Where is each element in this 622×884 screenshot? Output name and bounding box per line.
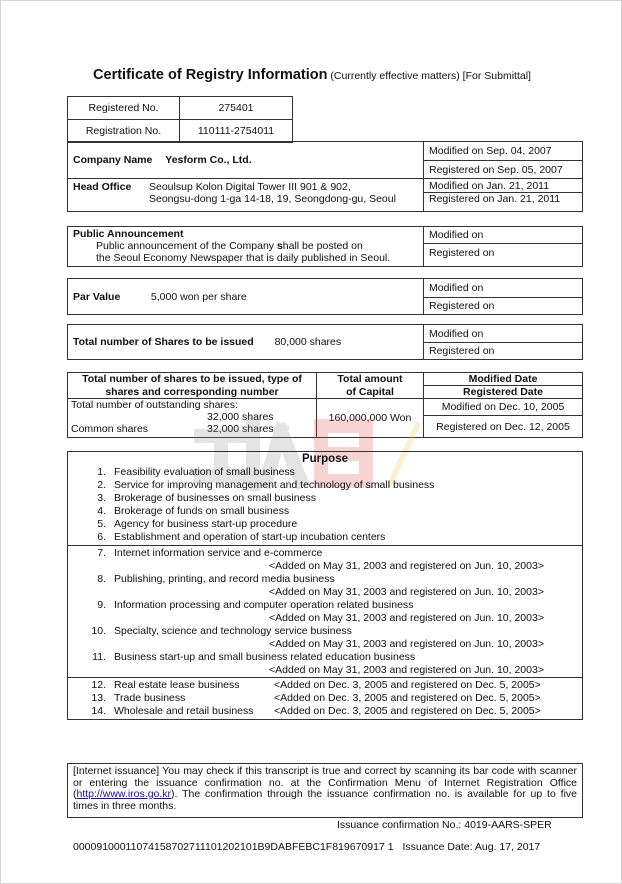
- notice-text-b: ). The confirmation through the issuance confirmation no. is available for up to five times in three months.: [73, 788, 577, 812]
- item-number: 8.: [97, 573, 106, 585]
- item-number: 9.: [97, 599, 106, 611]
- item-text: Real estate lease business: [114, 679, 240, 691]
- registered-date-header: Registered Date: [424, 386, 583, 399]
- total-shares-label: Total number of Shares to be issued: [73, 336, 254, 348]
- company-name-value: Yesform Co., Ltd.: [165, 154, 252, 166]
- item-text: Brokerage of businesses on small business: [114, 492, 316, 504]
- head-office-line1: Seoulsup Kolon Digital Tower III 901 & 902,: [149, 181, 351, 193]
- outstanding-value: 32,000 shares: [207, 411, 274, 423]
- item-added: <Added on Dec. 3, 2005 and registered on Dec. 5, 2005>: [274, 679, 541, 691]
- purpose-item: [68, 705, 582, 718]
- total-shares-value: 80,000 shares: [274, 336, 342, 348]
- par-value-cell: [68, 279, 424, 315]
- registered-no-value: 275401: [180, 97, 293, 120]
- par-value-label: Par Value: [73, 290, 121, 303]
- purpose-item: [68, 531, 582, 544]
- item-text: Specialty, science and technology service business: [114, 625, 352, 637]
- purpose-item-added: <Added on May 31, 2003 and registered on Jun. 10, 2003>: [269, 638, 544, 650]
- title-subtitle: (Currently effective matters) [For Submittal]: [330, 70, 531, 82]
- item-text: Feasibility evaluation of small business: [114, 466, 295, 478]
- item-number: 2.: [97, 479, 106, 491]
- item-number: 10.: [91, 625, 106, 637]
- registration-no-value: 110111-2754011: [180, 120, 293, 143]
- par-value-table: [67, 278, 583, 315]
- capital-col2-header: Total amount of Capital: [317, 373, 424, 399]
- announcement-modified: Modified on: [424, 227, 583, 244]
- item-text: Wholesale and retail business: [114, 705, 254, 717]
- purpose-item-added: <Added on May 31, 2003 and registered on Jun. 10, 2003>: [269, 560, 544, 572]
- footer: [73, 841, 540, 853]
- registration-no-label: Registration No.: [68, 120, 180, 143]
- internet-issuance-notice: [67, 763, 583, 818]
- purpose-section-1: [68, 452, 582, 546]
- head-office-registered: Registered on Jan. 21, 2011: [424, 193, 583, 212]
- item-number: 6.: [97, 531, 106, 543]
- capital-amount: 160,000,000 Won: [317, 399, 424, 438]
- registered-no-label: Registered No.: [68, 97, 180, 120]
- public-announcement-table: [67, 226, 583, 267]
- item-number: 4.: [97, 505, 106, 517]
- capital-modified: Modified on Dec. 10, 2005: [424, 399, 583, 416]
- common-shares-label: Common shares: [71, 423, 149, 435]
- purpose-item: [68, 651, 582, 664]
- issuance-confirmation-number: Issuance confirmation No.: 4019-AARS-SPER: [337, 819, 552, 831]
- item-text: Business start-up and small business related education business: [114, 651, 416, 663]
- item-number: 3.: [97, 492, 106, 504]
- item-number: 13.: [91, 692, 106, 704]
- purpose-item: [68, 547, 582, 560]
- purpose-item: [68, 599, 582, 612]
- outstanding-shares-cell: [68, 399, 317, 438]
- iros-link[interactable]: http://www.iros.go.kr: [76, 788, 172, 800]
- purpose-item: [68, 692, 582, 705]
- purpose-item: [68, 479, 582, 492]
- head-office-label: Head Office: [73, 181, 132, 193]
- purpose-item: [68, 492, 582, 505]
- public-announcement-label: Public Announcement: [73, 228, 184, 240]
- item-text: Service for improving management and technology of small business: [114, 479, 435, 491]
- modified-date-header: Modified Date: [424, 373, 583, 386]
- common-shares-value: 32,000 shares: [207, 423, 274, 435]
- outstanding-label: Total number of outstanding shares:: [71, 399, 238, 411]
- total-shares-cell: [68, 325, 424, 360]
- par-value-registered: Registered on: [424, 298, 583, 315]
- item-number: 12.: [91, 679, 106, 691]
- announcement-text-b: hall be posted on: [282, 240, 363, 252]
- purpose-item-added: <Added on May 31, 2003 and registered on Jun. 10, 2003>: [269, 612, 544, 624]
- purpose-item: [68, 518, 582, 531]
- item-text: Establishment and operation of start-up incubation centers: [114, 531, 386, 543]
- capital-col1-header: Total number of shares to be issued, type of shares and corresponding number: [68, 373, 317, 399]
- purpose-section-3: [68, 678, 582, 719]
- company-name-modified: Modified on Sep. 04, 2007: [424, 142, 583, 161]
- public-announcement-line2: the Seoul Economy Newspaper that is daily published in Seoul.: [96, 252, 391, 264]
- item-added: <Added on Dec. 3, 2005 and registered on Dec. 5, 2005>: [274, 692, 541, 704]
- announcement-text-a: Public announcement of the Company: [96, 240, 277, 252]
- item-text: Internet information service and e-commerce: [114, 547, 323, 559]
- announcement-registered: Registered on: [424, 244, 583, 267]
- purpose-item-added: <Added on May 31, 2003 and registered on Jun. 10, 2003>: [269, 664, 544, 676]
- par-value-modified: Modified on: [424, 279, 583, 298]
- item-text: Publishing, printing, and record media business: [114, 573, 335, 585]
- purpose-box: [67, 451, 583, 720]
- company-name-cell: [68, 142, 424, 179]
- total-shares-modified: Modified on: [424, 325, 583, 343]
- purpose-item: [68, 466, 582, 479]
- title-main: Certificate of Registry Information: [93, 67, 328, 83]
- page-title: [1, 67, 622, 83]
- item-number: 7.: [97, 547, 106, 559]
- document-code: 000091000110741587027111012021​01B9DABFEBC1F819670917 1: [73, 841, 394, 853]
- company-name-label: Company Name: [73, 154, 153, 166]
- head-office-line2: Seongsu-dong 1-ga 14-18, 19, Seongdong-gu, Seoul: [149, 193, 396, 205]
- purpose-item-added: <Added on May 31, 2003 and registered on Jun. 10, 2003>: [269, 586, 544, 598]
- purpose-title: Purpose: [301, 453, 348, 465]
- head-office-cell: [68, 179, 424, 212]
- item-number: 1.: [97, 466, 106, 478]
- item-number: 5.: [97, 518, 106, 530]
- item-text: Information processing and computer operation related business: [114, 599, 414, 611]
- item-text: Brokerage of funds on small business: [114, 505, 290, 517]
- public-announcement-line1: [73, 240, 418, 252]
- announcement-text-bold: s: [276, 240, 283, 252]
- purpose-section-2: [68, 546, 582, 678]
- notice-text-a: [Internet issuance] You may check if this transcript is true and correct by scanning its bar code with scanner or entering the issuance confirmation no. at the Confirmation Menu of Internet Registration Office (: [73, 765, 577, 800]
- registration-numbers-table: [67, 96, 293, 143]
- purpose-item: [68, 505, 582, 518]
- item-number: 14.: [91, 705, 106, 717]
- company-name-registered: Registered on Sep. 05, 2007: [424, 161, 583, 179]
- issuance-date: Issuance Date: Aug. 17, 2017: [402, 841, 541, 853]
- company-table: [67, 141, 583, 212]
- purpose-item: [68, 573, 582, 586]
- item-added: <Added on Dec. 3, 2005 and registered on Dec. 5, 2005>: [274, 705, 541, 717]
- item-text: Agency for business start-up procedure: [114, 518, 298, 530]
- total-shares-table: [67, 324, 583, 360]
- capital-registered: Registered on Dec. 12, 2005: [424, 416, 583, 438]
- par-value-value: 5,000 won per share: [150, 290, 247, 303]
- public-announcement-cell: [68, 227, 424, 267]
- item-text: Trade business: [114, 692, 186, 704]
- total-shares-registered: Registered on: [424, 343, 583, 360]
- purpose-item: [68, 679, 582, 692]
- capital-table: [67, 372, 583, 438]
- purpose-item: [68, 625, 582, 638]
- head-office-modified: Modified on Jan. 21, 2011: [424, 179, 583, 193]
- item-number: 11.: [92, 651, 106, 663]
